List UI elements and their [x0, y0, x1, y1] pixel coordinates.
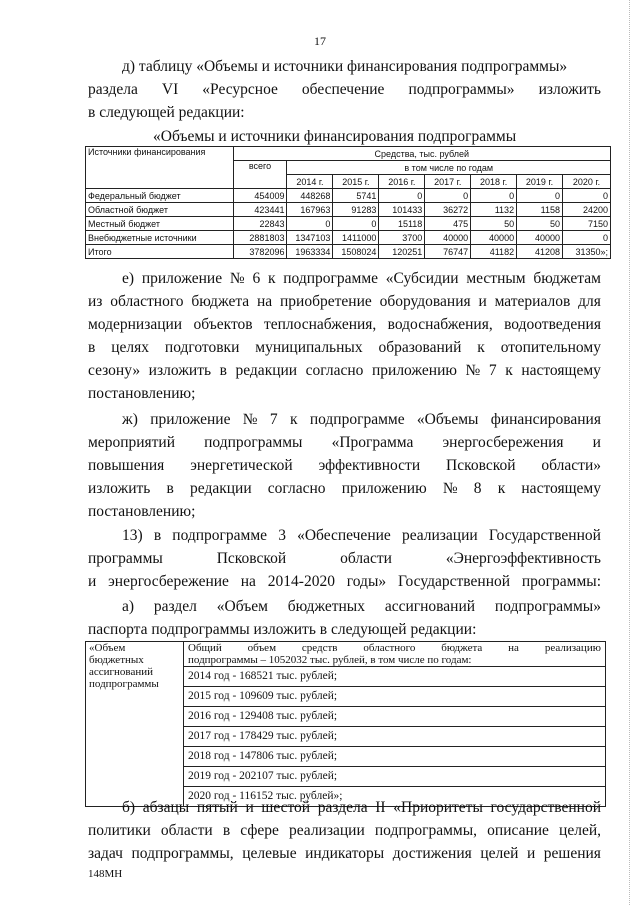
passport-label-line: ассигнований [89, 666, 154, 678]
word: области [160, 822, 213, 839]
word: целевые [242, 845, 297, 862]
word: задач [88, 845, 123, 862]
word: шестой [261, 799, 311, 816]
table-cell: 40000 [471, 231, 517, 245]
word: модернизации [88, 316, 183, 333]
word: индикаторы [305, 845, 385, 862]
year-header: 2016 г. [379, 175, 425, 189]
para-e-line [88, 292, 601, 312]
table-cell: 41182 [471, 245, 517, 259]
table-cell: 448268 [287, 189, 333, 203]
word: годы» [346, 573, 387, 590]
word: в [166, 480, 174, 497]
row-label: Областной бюджет [86, 203, 234, 217]
word: 8 [473, 480, 482, 497]
word: на [240, 573, 256, 590]
header-source: Источники финансирования [86, 147, 234, 189]
word: II [375, 799, 386, 816]
word: № [229, 270, 245, 287]
table-cell: 15118 [379, 217, 425, 231]
passport-year-line: 2016 год - 129408 тыс. рублей; [184, 707, 605, 727]
para-d-word: VI [161, 81, 179, 98]
word: на [257, 293, 273, 310]
passport-intro-line-1 [188, 642, 601, 654]
word: настоящему [521, 480, 601, 497]
word: подпрограммы [204, 434, 303, 451]
word: бюджета [191, 293, 250, 310]
word: Государственной [488, 527, 601, 544]
passport-label-line: бюджетных [89, 654, 144, 666]
para-a-line: паспорта подпрограммы изложить в следующей редакции: [88, 621, 477, 638]
word: приложение [150, 411, 231, 428]
table-cell: 0 [287, 217, 333, 231]
year-header: 2019 г. [517, 175, 563, 189]
word: достижения [392, 845, 472, 862]
word: редакции [235, 362, 298, 379]
word: 7 [488, 362, 497, 379]
table-cell: 1132 [471, 203, 517, 217]
word: подпрограммы» [494, 598, 601, 615]
word: подпрограммы, [374, 822, 478, 839]
row-label: Внебюджетные источники [86, 231, 234, 245]
word: оборудования [379, 293, 471, 310]
word: ж) [122, 411, 138, 428]
table-cell: 1347103 [287, 231, 333, 245]
table-cell: 76747 [425, 245, 471, 259]
scan-edge [629, 0, 631, 905]
word: приложению [341, 480, 427, 497]
para-zh-line: постановлению; [88, 503, 196, 520]
year-header: 2018 г. [471, 175, 517, 189]
word: в [153, 527, 162, 544]
word: местным [466, 270, 526, 287]
word: «Обеспечение [297, 527, 391, 544]
word: настоящему [521, 362, 601, 379]
table-cell: 120251 [379, 245, 425, 259]
table-row [86, 203, 611, 217]
passport-year-line: 2019 год - 202107 тыс. рублей; [184, 767, 605, 787]
table-cell: 0 [379, 189, 425, 203]
word: политики [88, 822, 151, 839]
table-cell: 0 [425, 189, 471, 203]
table-row [86, 231, 611, 245]
table-cell: 22843 [233, 217, 287, 231]
word: изложить [88, 480, 151, 497]
word: раздела [317, 799, 368, 816]
word: подготовки [164, 339, 240, 356]
word: сезону» [88, 362, 141, 379]
word: к [505, 362, 513, 379]
table-cell: 24200 [562, 203, 610, 217]
table-cell: 454009 [233, 189, 287, 203]
passport-year-line: 2015 год - 109609 тыс. рублей; [184, 687, 605, 707]
word: приобретение [280, 293, 372, 310]
word: подпрограмме [172, 527, 268, 544]
passport-intro-line-2: подпрограммы – 1052032 тыс. рублей, в том числе по годам: [188, 654, 472, 666]
word: редакции [190, 480, 252, 497]
word: и [245, 799, 254, 816]
passport-year-line: 2017 год - 178429 тыс. рублей; [184, 727, 605, 747]
word: ассигнований [384, 598, 476, 615]
para-d-word: подпрограммы» [408, 81, 515, 98]
row-label: Местный бюджет [86, 217, 234, 231]
table-cell: 5741 [333, 189, 379, 203]
table-title: «Объемы и источники финансирования подпрограммы [153, 128, 517, 145]
word: «Программа [331, 434, 414, 451]
passport-year-line: 2014 год - 168521 тыс. рублей; [184, 667, 605, 687]
word: водоснабжения, [387, 316, 493, 333]
para-e-line [88, 361, 601, 381]
word: энергосбережения [442, 434, 564, 451]
word: бюджета [441, 642, 483, 654]
table-cell: 91283 [333, 203, 379, 217]
word: Псковской [216, 550, 287, 567]
para-zh-line [88, 456, 601, 476]
word: области» [541, 457, 601, 474]
word: и [526, 845, 536, 862]
para-d-word: «Ресурсное [202, 81, 278, 98]
passport-content [184, 642, 606, 807]
para-e-line: постановлению; [88, 385, 196, 402]
word: энергосбережение [108, 573, 229, 590]
word: согласно [305, 362, 364, 379]
table-cell: 3700 [379, 231, 425, 245]
para-a-line [122, 597, 601, 617]
table-cell: 1963334 [287, 245, 333, 259]
para-e-line [122, 269, 601, 289]
passport-table [85, 641, 606, 807]
table-row [86, 189, 611, 203]
passport-years [184, 667, 605, 806]
year-header: 2015 г. [333, 175, 379, 189]
table-cell: 7150 [562, 217, 610, 231]
passport-year-line: 2020 год - 116152 тыс. рублей»; [188, 790, 343, 802]
word: 13) [122, 527, 143, 544]
word: «Субсидии [385, 270, 459, 287]
word: приложению [371, 362, 457, 379]
word: № [242, 411, 258, 428]
word: «Объемы [416, 411, 479, 428]
header-total: всего [233, 161, 287, 189]
table-cell: 31350»; [562, 245, 610, 259]
para-d-line-1: д) таблицу «Объемы и источники финансирования подпрограммы» [122, 58, 568, 75]
word: целей [480, 845, 519, 862]
word: изложить [148, 362, 212, 379]
word: теплоснабжения, [263, 316, 377, 333]
word: для [578, 293, 601, 310]
word: 3 [278, 527, 286, 544]
year-header: 2017 г. [425, 175, 471, 189]
word: программы: [521, 573, 601, 590]
word: из [88, 293, 103, 310]
word: к [477, 339, 485, 356]
table-cell: 0 [517, 189, 563, 203]
word: к [289, 411, 298, 428]
word: материалов [494, 293, 571, 310]
table-cell: 41208 [517, 245, 563, 259]
word: средств [301, 642, 338, 654]
word: решения [543, 845, 601, 862]
word: реализации [288, 822, 365, 839]
table-cell: 40000 [517, 231, 563, 245]
table-cell: 0 [471, 189, 517, 203]
row-label: Итого [86, 245, 234, 259]
para-zh-line [122, 410, 601, 430]
word: № [465, 362, 481, 379]
word: области [340, 550, 392, 567]
word: мероприятий [88, 434, 176, 451]
word: объем [247, 642, 277, 654]
word: целей, [559, 822, 601, 839]
financing-table [85, 146, 611, 259]
word: «Приоритеты [393, 799, 483, 816]
table-cell: 1508024 [333, 245, 379, 259]
para-d-word: раздела [88, 81, 138, 98]
word: образований [378, 339, 462, 356]
word: в [219, 362, 227, 379]
table-row [86, 245, 611, 259]
word: государственной [490, 799, 601, 816]
word: на [508, 642, 519, 654]
word: Государственной [397, 573, 511, 590]
word: и [478, 293, 487, 310]
word: реализацию [544, 642, 601, 654]
table-cell: 40000 [425, 231, 471, 245]
word: Общий [188, 642, 222, 654]
word: водоотведения [504, 316, 601, 333]
table-cell: 101433 [379, 203, 425, 217]
table-cell: 423441 [233, 203, 287, 217]
word: согласно [267, 480, 326, 497]
word: программы [88, 550, 163, 567]
word: бюджетам [533, 270, 601, 287]
word: областного [110, 293, 184, 310]
passport-label-line: «Объем [89, 642, 126, 654]
word: муниципальных [255, 339, 363, 356]
word: повышения [88, 457, 165, 474]
word: раздел [153, 598, 197, 615]
word: реализации [401, 527, 478, 544]
table-cell: 50 [517, 217, 563, 231]
word: «Энергоэффективность [445, 550, 601, 567]
word: «Объем [216, 598, 268, 615]
table-row [86, 217, 611, 231]
row-label: Федеральный бюджет [86, 189, 234, 203]
word: бюджетных [287, 598, 365, 615]
word: подпрограммы, [131, 845, 234, 862]
word: б) [122, 799, 136, 816]
para-13-line [122, 526, 601, 546]
word: эффективности [318, 457, 421, 474]
word: объектов [193, 316, 253, 333]
word: финансирования [490, 411, 601, 428]
word: и [88, 573, 97, 590]
para-e-line [88, 315, 601, 335]
table-cell: 0 [562, 189, 610, 203]
word: подпрограмме [309, 411, 405, 428]
word: е) [122, 270, 135, 287]
para-13-line [88, 549, 601, 569]
para-d-word: обеспечение [301, 81, 385, 98]
table-cell: 475 [425, 217, 471, 231]
passport-label [86, 642, 184, 807]
passport-label-line: подпрограммы [89, 678, 159, 690]
table-cell: 2881803 [233, 231, 287, 245]
word: а) [122, 598, 135, 615]
table-cell: 1158 [517, 203, 563, 217]
table-cell: 0 [333, 217, 379, 231]
header-funds: Средства, тыс. рублей [233, 147, 610, 161]
word: подпрограмме [283, 270, 379, 287]
passport-year-line: 2018 год - 147806 тыс. рублей; [184, 747, 605, 767]
table-cell: 0 [562, 231, 610, 245]
word: Псковской [446, 457, 516, 474]
para-d-word: изложить [538, 81, 601, 98]
page-number: 17 [314, 34, 326, 48]
word: абзацы [142, 799, 190, 816]
word: № [442, 480, 458, 497]
footer-code: 148МН [88, 868, 123, 880]
para-e-line [88, 338, 601, 358]
table-cell: 36272 [425, 203, 471, 217]
word: целях [111, 339, 150, 356]
year-header: 2014 г. [287, 175, 333, 189]
para-zh-line [88, 433, 601, 453]
word: в [88, 339, 96, 356]
word: пятый [196, 799, 238, 816]
word: 2014-2020 [267, 573, 335, 590]
word: к [497, 480, 506, 497]
para-b-line [88, 844, 601, 864]
word: 6 [252, 270, 261, 287]
word: и [592, 434, 601, 451]
word: описание [487, 822, 549, 839]
table-cell: 167963 [287, 203, 333, 217]
para-d-line-3: в следующей редакции: [88, 104, 245, 121]
word: областного [363, 642, 416, 654]
word: отопительному [500, 339, 601, 356]
para-13-line [88, 572, 601, 592]
word: к [267, 270, 276, 287]
year-header: 2020 г. [562, 175, 610, 189]
word: сфере [240, 822, 279, 839]
para-b-line [122, 798, 601, 818]
word: энергетической [190, 457, 293, 474]
word: 7 [269, 411, 278, 428]
table-cell: 50 [471, 217, 517, 231]
word: в [222, 822, 231, 839]
para-b-line [88, 821, 601, 841]
word: приложение [141, 270, 223, 287]
para-d-line-2 [88, 80, 601, 100]
para-zh-line [88, 479, 601, 499]
table-cell: 3782096 [233, 245, 287, 259]
table-cell: 1411000 [333, 231, 379, 245]
header-by-years: в том числе по годам [287, 161, 611, 175]
